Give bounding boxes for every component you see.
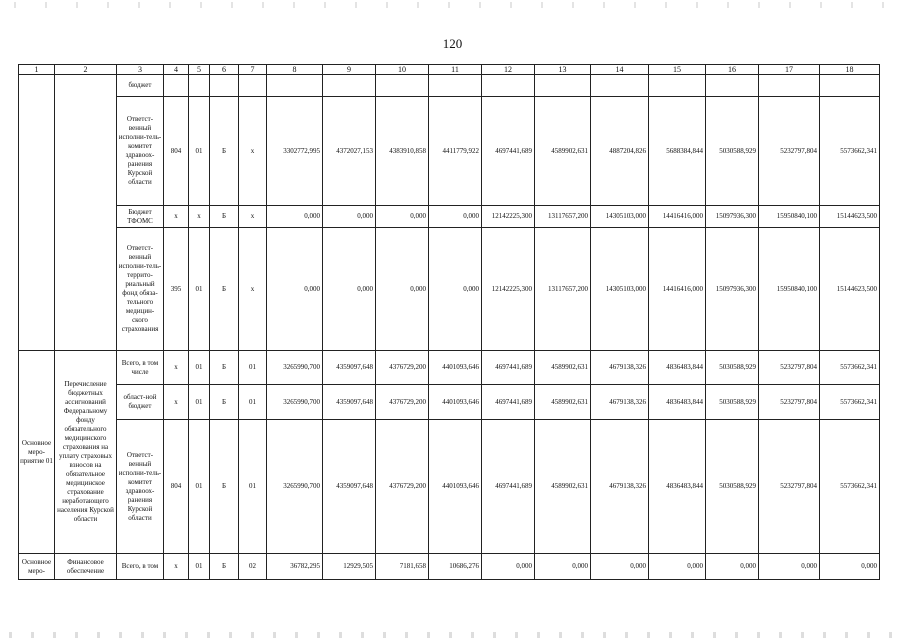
cell-value: 0,000 (429, 206, 482, 228)
cell-code: х (239, 228, 267, 351)
header-cell: 16 (706, 65, 759, 75)
cell-value: 4589902,631 (535, 385, 591, 420)
header-row (19, 65, 880, 75)
header-cell: 8 (267, 65, 323, 75)
cell-code: 01 (189, 351, 210, 385)
cell-value: 0,000 (323, 228, 376, 351)
cell-event-description: Финансовое обеспечение (55, 554, 117, 580)
cell-value: 5030588,929 (706, 351, 759, 385)
cell-value: 12142225,300 (482, 206, 535, 228)
cell-value: 0,000 (759, 554, 820, 580)
cell-source: Ответст-венный исполни-тель-комитет здравоох-ранения Курской области (117, 420, 164, 554)
cell-code: Б (210, 420, 239, 554)
header-cell: 7 (239, 65, 267, 75)
cell-code: Б (210, 351, 239, 385)
cell-value: 4376729,200 (376, 385, 429, 420)
cell-value: 5573662,341 (820, 97, 880, 206)
cell-value: 14416416,000 (649, 228, 706, 351)
cell-value: 4589902,631 (535, 97, 591, 206)
header-cell: 9 (323, 65, 376, 75)
cell-value: 4376729,200 (376, 351, 429, 385)
cell-value: 5030588,929 (706, 385, 759, 420)
page-number: 120 (442, 36, 463, 51)
cell-code: 01 (189, 420, 210, 554)
cell-value: 5030588,929 (706, 420, 759, 554)
cell-code: х (164, 206, 189, 228)
header-cell: 6 (210, 65, 239, 75)
cell-value: 0,000 (649, 554, 706, 580)
cell-value: 4589902,631 (535, 420, 591, 554)
header-cell: 4 (164, 65, 189, 75)
cell-value: 0,000 (706, 554, 759, 580)
cell-value: 14416416,000 (649, 206, 706, 228)
table-row (19, 206, 880, 228)
cell-code: 02 (239, 554, 267, 580)
cell-value: 0,000 (482, 554, 535, 580)
cell-value: 0,000 (535, 554, 591, 580)
cell-value: 5232797,804 (759, 351, 820, 385)
cell-empty (19, 75, 55, 351)
table-row (19, 385, 880, 420)
cell-value: 4372027,153 (323, 97, 376, 206)
header-cell: 11 (429, 65, 482, 75)
cell-value: 15097936,300 (706, 228, 759, 351)
cell-value: 5030588,929 (706, 97, 759, 206)
cell-code: х (164, 351, 189, 385)
header-cell: 14 (591, 65, 649, 75)
cell-value: 4697441,689 (482, 385, 535, 420)
cell-value: 5573662,341 (820, 385, 880, 420)
cell-value: 4383910,858 (376, 97, 429, 206)
cell-code: х (239, 97, 267, 206)
cell-value: 0,000 (376, 228, 429, 351)
cell-value: 3265990,700 (267, 385, 323, 420)
cell-value: 15144623,500 (820, 228, 880, 351)
cell-value: 3265990,700 (267, 420, 323, 554)
cell-value: 4697441,689 (482, 351, 535, 385)
cell-source: Ответст-венный исполни-тель-комитет здравоох-ранения Курской области (117, 97, 164, 206)
scan-noise-bottom (0, 632, 905, 638)
cell-value: 15950840,100 (759, 206, 820, 228)
cell-source: бюджет (117, 75, 164, 97)
cell-code: х (239, 206, 267, 228)
cell-value: 5688384,844 (649, 97, 706, 206)
header-cell: 10 (376, 65, 429, 75)
cell-value: 4836483,844 (649, 351, 706, 385)
cell-code: Б (210, 554, 239, 580)
cell-value: 4836483,844 (649, 420, 706, 554)
cell-value: 3302772,995 (267, 97, 323, 206)
cell-value: 0,000 (376, 206, 429, 228)
table-row (19, 228, 880, 351)
table-row (19, 97, 880, 206)
cell-value: 4697441,689 (482, 97, 535, 206)
cell-value: 4359097,648 (323, 420, 376, 554)
cell-value: 4401093,646 (429, 351, 482, 385)
cell-value: 4679138,326 (591, 385, 649, 420)
cell-code: 804 (164, 97, 189, 206)
cell-code: 01 (189, 385, 210, 420)
cell-value: 10686,276 (429, 554, 482, 580)
cell-value: 15144623,500 (820, 206, 880, 228)
cell-code: 01 (189, 228, 210, 351)
cell-code: х (189, 206, 210, 228)
cell-value: 0,000 (267, 228, 323, 351)
cell-value: 5232797,804 (759, 420, 820, 554)
cell-value: 5573662,341 (820, 420, 880, 554)
cell-value: 5232797,804 (759, 97, 820, 206)
cell-value: 12142225,300 (482, 228, 535, 351)
cell-code: 01 (239, 351, 267, 385)
cell-code: Б (210, 228, 239, 351)
cell-value: 14305103,000 (591, 228, 649, 351)
table-row (19, 420, 880, 554)
cell-value: 4589902,631 (535, 351, 591, 385)
table-row (19, 75, 880, 97)
cell-code: Б (210, 97, 239, 206)
budget-table (18, 64, 880, 580)
header-cell: 17 (759, 65, 820, 75)
header-cell: 18 (820, 65, 880, 75)
cell-value: 14305103,000 (591, 206, 649, 228)
cell-event: Основное меро- (19, 554, 55, 580)
cell-value: 13117657,200 (535, 228, 591, 351)
scan-noise-top (0, 2, 905, 8)
table-row (19, 554, 880, 580)
cell-source: Ответст-венный исполни-тель-террито-риальный фонд обяза-тельного медицин-ского страхования (117, 228, 164, 351)
cell-code: 01 (189, 97, 210, 206)
cell-value: 4401093,646 (429, 385, 482, 420)
cell-empty (55, 75, 117, 351)
cell-code: 01 (239, 385, 267, 420)
cell-code: х (164, 554, 189, 580)
header-cell: 1 (19, 65, 55, 75)
cell-event: Основное меро-приятие 01 (19, 351, 55, 554)
cell-value: 4679138,326 (591, 420, 649, 554)
cell-value: 0,000 (323, 206, 376, 228)
cell-source: Бюджет ТФОМС (117, 206, 164, 228)
cell-code: 01 (189, 554, 210, 580)
cell-code: 804 (164, 420, 189, 554)
cell-value: 4359097,648 (323, 385, 376, 420)
cell-value: 0,000 (267, 206, 323, 228)
cell-value: 13117657,200 (535, 206, 591, 228)
cell-value: 4376729,200 (376, 420, 429, 554)
cell-source: Всего, в том числе (117, 351, 164, 385)
cell-value: 7181,658 (376, 554, 429, 580)
cell-value: 15097936,300 (706, 206, 759, 228)
header-cell: 12 (482, 65, 535, 75)
cell-value: 4679138,326 (591, 351, 649, 385)
cell-code: 395 (164, 228, 189, 351)
cell-source: област-ной бюджет (117, 385, 164, 420)
cell-source: Всего, в том (117, 554, 164, 580)
cell-value: 4359097,648 (323, 351, 376, 385)
cell-code: Б (210, 385, 239, 420)
header-cell: 2 (55, 65, 117, 75)
cell-code: 01 (239, 420, 267, 554)
cell-value: 0,000 (429, 228, 482, 351)
header-cell: 3 (117, 65, 164, 75)
cell-value: 0,000 (820, 554, 880, 580)
cell-value: 5232797,804 (759, 385, 820, 420)
cell-value: 4887204,826 (591, 97, 649, 206)
cell-value: 4697441,689 (482, 420, 535, 554)
header-cell: 5 (189, 65, 210, 75)
cell-value: 15950840,100 (759, 228, 820, 351)
table-row (19, 351, 880, 385)
cell-value: 4836483,844 (649, 385, 706, 420)
cell-code: Б (210, 206, 239, 228)
cell-event-description: Перечисление бюджетных ассигнований Федеральному фонду обязательного медицинского страхования на уплату страховых взносов на обязательное медицинское страхование неработающего населения Курской области (55, 351, 117, 554)
cell-value: 4411779,922 (429, 97, 482, 206)
cell-code: х (164, 385, 189, 420)
cell-value: 36782,295 (267, 554, 323, 580)
cell-value: 12929,505 (323, 554, 376, 580)
cell-value: 3265990,700 (267, 351, 323, 385)
cell-value: 4401093,646 (429, 420, 482, 554)
header-cell: 15 (649, 65, 706, 75)
header-cell: 13 (535, 65, 591, 75)
cell-value: 5573662,341 (820, 351, 880, 385)
cell-value: 0,000 (591, 554, 649, 580)
